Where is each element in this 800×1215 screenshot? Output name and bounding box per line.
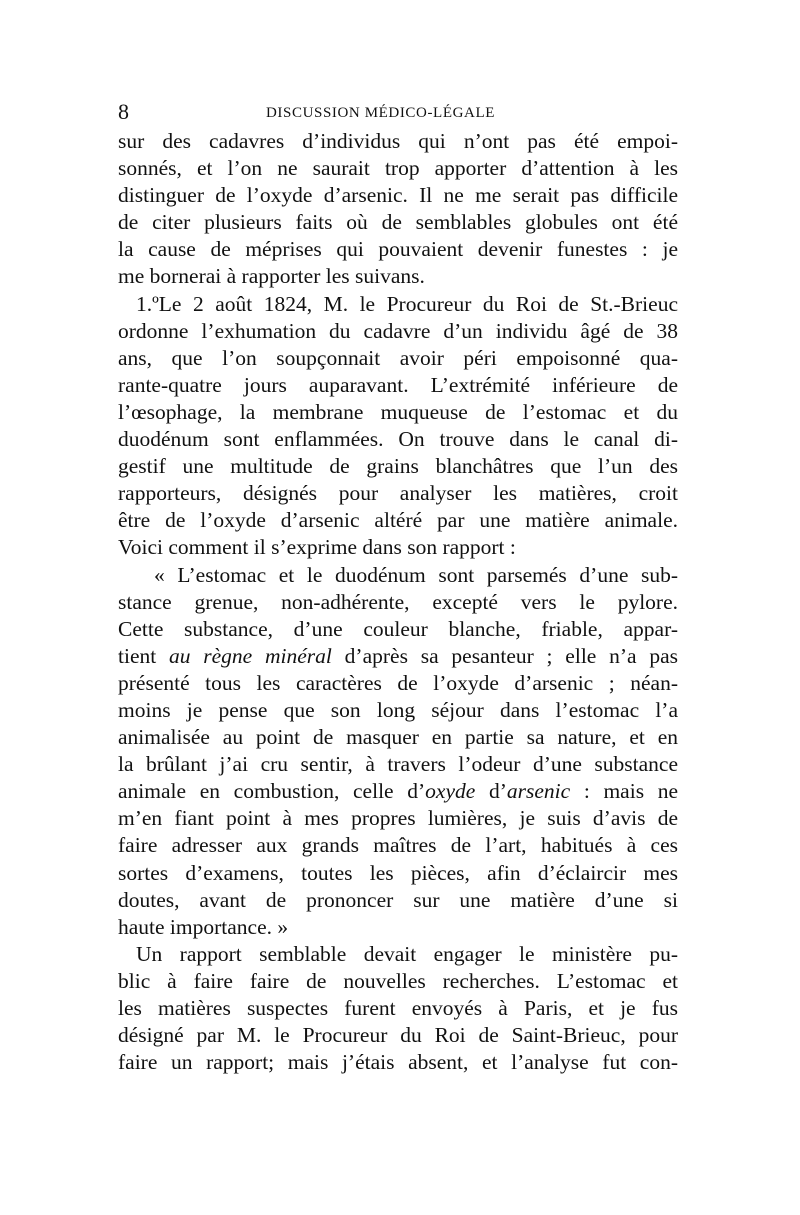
text-line: ans, que l’on soupçonnait avoir péri empoisonné qua- [118,345,678,370]
text-line: Un rapport semblable devait engager le ministère pu- [136,941,678,966]
text-segment: : mais ne [570,779,679,804]
text-line-with-italic [118,643,678,670]
text-line: faire un rapport; mais j’étais absent, et l’analyse fut con- [118,1050,678,1075]
text-line: sortes d’examens, toutes les pièces, afin d’éclaircir mes [118,860,678,885]
text-line: sonnés, et l’on ne saurait trop apporter d’attention à les [118,156,678,181]
text-line: rante-quatre jours auparavant. L’extrémité inférieure de [118,372,678,397]
page-header [118,98,678,126]
page-number: 8 [118,99,129,124]
text-segment: animale en combustion, celle d’ [118,779,426,804]
italic-segment: oxyde [425,779,476,804]
text-line: distinguer de l’oxyde d’arsenic. Il ne me serait pas difficile [118,183,678,208]
text-line: la brûlant j’ai cru sentir, à travers l’odeur d’une substance [118,752,678,777]
text-line: présenté tous les caractères de l’oxyde d’arsenic ; néan- [118,670,678,695]
text-line: Cette substance, d’une couleur blanche, friable, appar- [118,616,678,641]
text-line: haute importance. » [118,914,289,939]
text-line: gestif une multitude de grains blanchâtres que l’un des [118,454,678,479]
text-line: sur des cadavres d’individus qui n’ont pas été empoi- [118,129,678,153]
text-line-with-italic [118,778,678,805]
text-line: me bornerai à rapporter les suivans. [118,264,425,289]
italic-segment: arsenic [506,779,571,804]
text-line: la cause de méprises qui pouvaient devenir funestes : je [118,237,678,262]
text-segment: d’après sa pesanteur ; elle n’a pas [331,643,678,668]
text-line: de citer plusieurs faits où de semblables globules ont été [118,210,678,235]
text-segment: tient [118,643,169,668]
running-head: DISCUSSION MÉDICO-LÉGALE [266,105,495,121]
text-line: doutes, avant de prononcer sur une matière d’une si [118,887,678,912]
text-line: faire adresser aux grands maîtres de l’art, habitués à ces [118,833,678,858]
text-line: duodénum sont enflammées. On trouve dans le canal di- [118,427,678,452]
text-line: ordonne l’exhumation du cadavre d’un individu âgé de 38 [118,318,678,343]
text-segment: d’ [475,779,507,804]
text-line: 1.ºLe 2 août 1824, M. le Procureur du Roi de St.-Brieuc [136,291,678,316]
text-line: m’en fiant point à mes propres lumières, je suis d’avis de [118,806,678,831]
text-line: rapporteurs, désignés pour analyser les matières, croit [118,481,678,506]
body-text [118,128,678,1076]
italic-segment: au règne minéral [169,643,332,668]
text-line: stance grenue, non-adhérente, excepté vers le pylore. [118,589,678,614]
text-line: moins je pense que son long séjour dans l’estomac l’a [118,697,678,722]
text-line: l’œsophage, la membrane muqueuse de l’estomac et du [118,399,678,424]
text-line: désigné par M. le Procureur du Roi de Saint-Brieuc, pour [118,1023,678,1048]
text-line: les matières suspectes furent envoyés à Paris, et je fus [118,996,678,1020]
text-line: « L’estomac et le duodénum sont parsemés d’une sub- [154,562,678,587]
text-line: être de l’oxyde d’arsenic altéré par une matière animale. [118,508,678,533]
text-line: blic à faire faire de nouvelles recherches. L’estomac et [118,968,678,993]
text-line: Voici comment il s’exprime dans son rapport : [118,535,516,560]
text-line: animalisée au point de masquer en partie sa nature, et en [118,725,678,750]
